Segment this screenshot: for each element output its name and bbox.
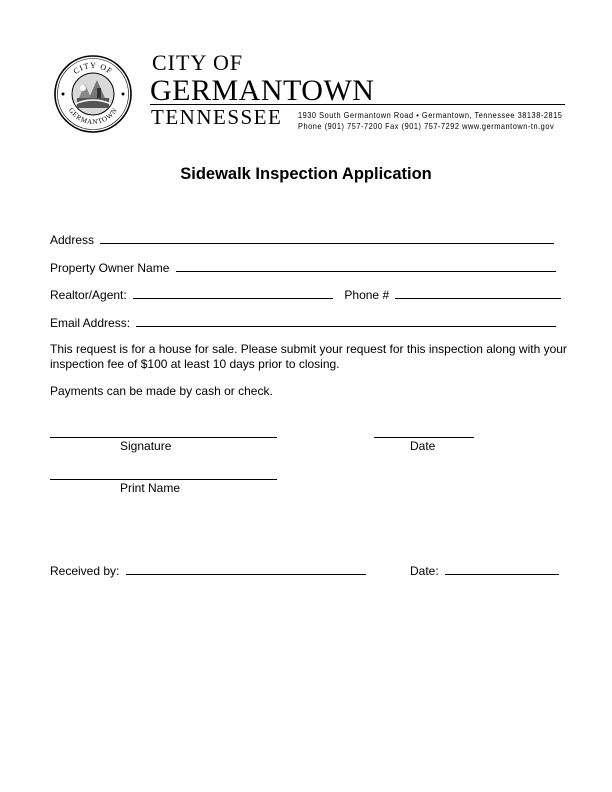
print-name-line[interactable] — [50, 479, 277, 480]
address-field[interactable] — [100, 232, 554, 244]
received-by-row — [50, 563, 366, 578]
letterhead-contact — [298, 110, 562, 132]
email-row — [50, 315, 556, 330]
city-seal — [53, 54, 133, 134]
letterhead-phone-fax-web: Phone (901) 757-7200 Fax (901) 757-7292 www.germantown-tn.gov — [298, 122, 555, 131]
owner-label: Property Owner Name — [50, 261, 170, 275]
seal-top-text: CITY OF — [71, 60, 115, 77]
signature-label: Signature — [120, 439, 172, 453]
owner-field[interactable] — [176, 260, 556, 272]
letterhead-address: 1930 South Germantown Road • Germantown, Tennessee 38138-2815 — [298, 111, 563, 120]
email-field[interactable] — [136, 315, 556, 327]
payment-paragraph: Payments can be made by cash or check. — [50, 384, 273, 398]
received-date-label: Date: — [410, 564, 439, 578]
received-date-row — [410, 563, 559, 578]
realtor-row — [50, 287, 561, 302]
owner-row — [50, 260, 556, 275]
page-title: Sidewalk Inspection Application — [180, 165, 432, 183]
letterhead-city-name: GERMANTOWN — [150, 74, 375, 107]
seal-bottom-text: GERMANTOWN — [66, 106, 120, 127]
date-label: Date — [410, 439, 436, 453]
realtor-field[interactable] — [133, 287, 333, 299]
date-line[interactable] — [374, 437, 474, 438]
phone-label: Phone # — [344, 288, 390, 302]
received-by-field[interactable] — [126, 563, 366, 575]
phone-field[interactable] — [395, 287, 561, 299]
signature-line[interactable] — [50, 437, 277, 438]
address-row — [50, 232, 554, 247]
letterhead-city-of: CITY OF — [152, 50, 244, 75]
received-date-field[interactable] — [445, 563, 559, 575]
letterhead-state: TENNESSEE — [151, 105, 283, 129]
address-label: Address — [50, 233, 95, 247]
realtor-label: Realtor/Agent: — [50, 288, 127, 302]
seal-graphic — [53, 54, 133, 134]
instructions-paragraph: This request is for a house for sale. Please submit your request for this inspection along with your inspection fee of $100 at least 10 days prior to closing. — [50, 342, 567, 371]
received-by-label: Received by: — [50, 564, 120, 578]
print-name-label: Print Name — [120, 481, 181, 495]
email-label: Email Address: — [50, 316, 131, 330]
